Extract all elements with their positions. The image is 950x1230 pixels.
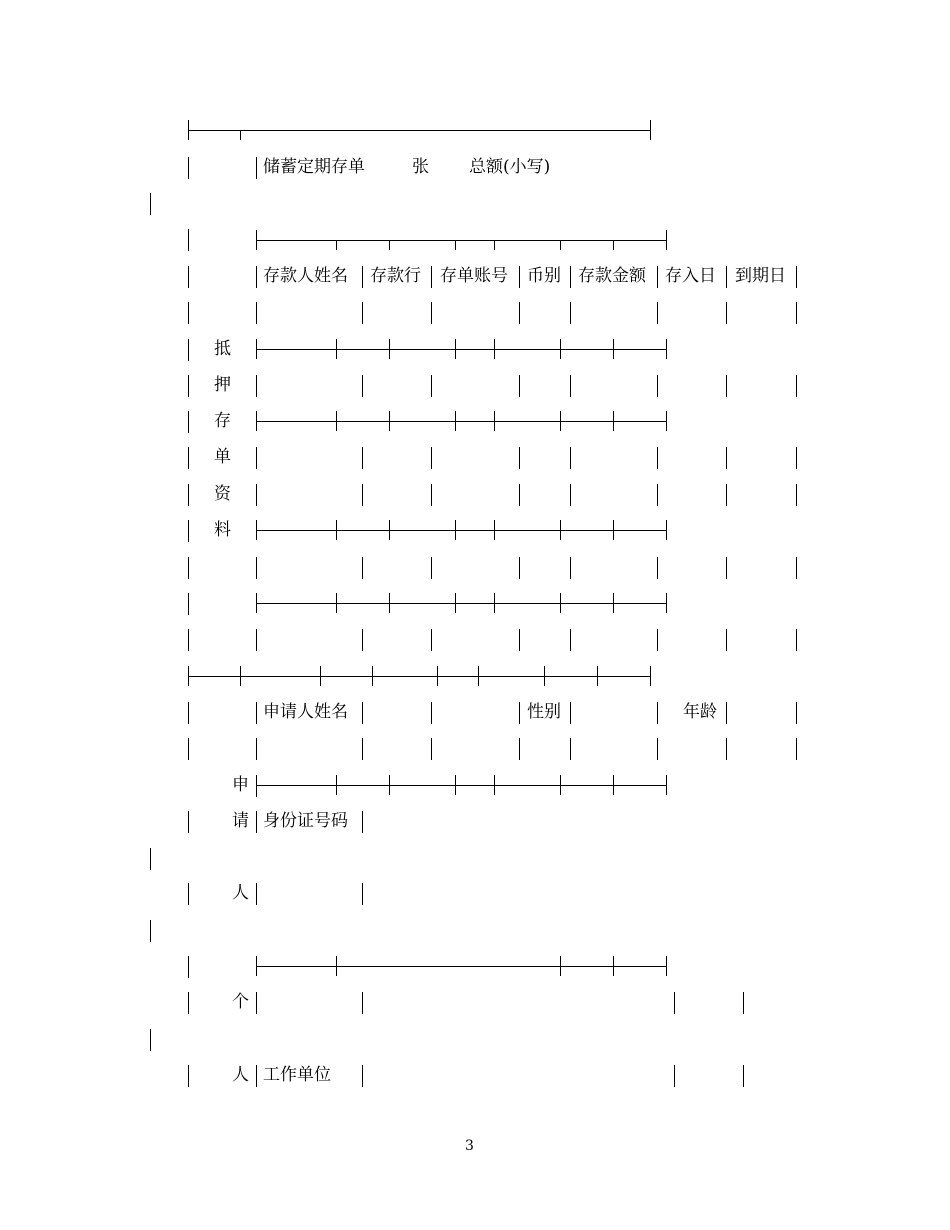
table-border — [362, 702, 363, 724]
table-border — [743, 992, 744, 1014]
table-tick — [256, 411, 257, 431]
table-border — [657, 484, 658, 506]
table-tick — [455, 775, 456, 795]
table-border — [431, 447, 432, 469]
table-border — [256, 266, 257, 288]
table-border — [188, 629, 189, 651]
gender-label: 性别 — [527, 702, 561, 722]
table-tick — [666, 230, 667, 250]
table-border — [570, 447, 571, 469]
col-deposit-date: 存入日 — [665, 266, 716, 286]
side-char: 存 — [214, 411, 231, 431]
table-border — [188, 1065, 189, 1087]
table-border — [519, 375, 520, 397]
table-border — [188, 484, 189, 506]
table-border — [570, 557, 571, 579]
table-border — [519, 484, 520, 506]
table-border — [570, 738, 571, 760]
table-border — [362, 484, 363, 506]
table-border — [726, 302, 727, 324]
table-border — [726, 557, 727, 579]
col-currency: 币别 — [527, 266, 561, 286]
table-tick — [455, 339, 456, 359]
table-border — [431, 266, 432, 288]
table-rule — [256, 349, 666, 350]
table-border — [362, 266, 363, 288]
table-border — [796, 738, 797, 760]
table-tick — [389, 240, 390, 250]
table-tick — [455, 411, 456, 431]
table-border — [726, 447, 727, 469]
table-border — [570, 702, 571, 724]
table-border — [726, 484, 727, 506]
table-tick — [560, 339, 561, 359]
table-tick — [455, 593, 456, 613]
table-border — [256, 883, 257, 905]
work-unit-label: 工作单位 — [263, 1065, 331, 1085]
deposit-label: 储蓄定期存单 — [263, 157, 365, 177]
table-tick — [389, 593, 390, 613]
table-tick — [336, 240, 337, 250]
table-border — [256, 738, 257, 760]
table-rule — [256, 966, 666, 967]
table-tick — [597, 666, 598, 686]
table-border — [743, 1065, 744, 1087]
table-rule — [256, 785, 666, 786]
table-rule — [256, 530, 666, 531]
table-border — [256, 992, 257, 1014]
side-char: 料 — [214, 520, 231, 540]
table-tick — [613, 593, 614, 613]
table-border — [657, 629, 658, 651]
table-tick — [389, 520, 390, 540]
table-tick — [336, 520, 337, 540]
table-tick — [389, 339, 390, 359]
table-border — [657, 557, 658, 579]
table-border — [519, 702, 520, 724]
table-border — [519, 557, 520, 579]
col-account: 存单账号 — [440, 266, 508, 286]
side-char: 抵 — [214, 339, 231, 359]
table-border — [570, 484, 571, 506]
table-tick — [336, 775, 337, 795]
total-label: 总额(小写) — [469, 157, 551, 177]
table-border — [188, 229, 189, 251]
side-char: 单 — [214, 447, 231, 467]
table-rule — [256, 421, 666, 422]
table-border — [362, 738, 363, 760]
side-char: 请 — [232, 811, 249, 831]
table-border — [519, 266, 520, 288]
table-tick — [455, 240, 456, 250]
table-border — [657, 738, 658, 760]
table-tick — [494, 339, 495, 359]
table-border — [362, 375, 363, 397]
table-border — [570, 629, 571, 651]
table-border — [188, 411, 189, 433]
col-name: 存款人姓名 — [263, 266, 348, 286]
table-border — [796, 702, 797, 724]
table-tick — [613, 240, 614, 250]
table-border — [431, 484, 432, 506]
side-char: 资 — [214, 484, 231, 504]
table-border — [256, 811, 257, 833]
table-tick — [256, 775, 257, 795]
table-tick — [494, 593, 495, 613]
table-tick — [240, 666, 241, 686]
table-tick — [666, 775, 667, 795]
table-border — [362, 1065, 363, 1087]
table-border — [431, 702, 432, 724]
table-rule — [256, 603, 666, 604]
table-tick — [560, 593, 561, 613]
table-border — [796, 302, 797, 324]
side-char: 押 — [214, 375, 231, 395]
table-border — [256, 157, 257, 179]
age-label: 年龄 — [683, 702, 717, 722]
table-border — [362, 629, 363, 651]
table-border — [519, 738, 520, 760]
table-tick — [478, 666, 479, 686]
table-border — [570, 302, 571, 324]
table-rule — [188, 130, 650, 131]
table-border — [256, 302, 257, 324]
table-border — [362, 302, 363, 324]
table-border — [431, 629, 432, 651]
table-tick — [560, 411, 561, 431]
table-border — [674, 1065, 675, 1087]
table-tick — [613, 956, 614, 976]
table-border — [796, 484, 797, 506]
table-border — [362, 557, 363, 579]
table-border — [657, 266, 658, 288]
table-tick — [494, 411, 495, 431]
table-tick — [188, 120, 189, 140]
table-border — [726, 738, 727, 760]
table-tick — [613, 520, 614, 540]
col-bank: 存款行 — [370, 266, 421, 286]
table-tick — [188, 666, 189, 686]
table-border — [256, 484, 257, 506]
table-border — [256, 629, 257, 651]
table-tick — [560, 956, 561, 976]
table-tick — [544, 666, 545, 686]
table-tick — [666, 520, 667, 540]
table-tick — [256, 520, 257, 540]
table-border — [796, 266, 797, 288]
table-tick — [372, 666, 373, 686]
table-border — [726, 375, 727, 397]
table-tick — [613, 339, 614, 359]
table-border — [726, 702, 727, 724]
side-char: 个 — [232, 992, 249, 1012]
table-tick — [336, 411, 337, 431]
table-tick — [256, 593, 257, 613]
applicant-name-label: 申请人姓名 — [263, 702, 348, 722]
table-tick — [389, 411, 390, 431]
table-border — [256, 447, 257, 469]
table-border — [256, 1065, 257, 1087]
table-border — [256, 375, 257, 397]
table-border — [188, 447, 189, 469]
table-tick — [256, 230, 257, 250]
table-border — [150, 848, 151, 870]
table-border — [188, 375, 189, 397]
table-tick — [666, 956, 667, 976]
table-border — [796, 629, 797, 651]
table-border — [362, 883, 363, 905]
table-tick — [494, 775, 495, 795]
table-border — [657, 702, 658, 724]
table-tick — [666, 339, 667, 359]
table-tick — [336, 956, 337, 976]
table-border — [726, 266, 727, 288]
table-border — [188, 811, 189, 833]
table-tick — [336, 339, 337, 359]
side-char: 人 — [232, 1065, 249, 1085]
table-border — [188, 557, 189, 579]
table-border — [188, 883, 189, 905]
table-border — [674, 992, 675, 1014]
table-tick — [437, 666, 438, 686]
table-border — [657, 375, 658, 397]
table-tick — [613, 775, 614, 795]
table-border — [657, 447, 658, 469]
table-tick — [336, 593, 337, 613]
side-char: 申 — [232, 775, 249, 795]
table-border — [188, 266, 189, 288]
table-border — [188, 702, 189, 724]
table-border — [188, 593, 189, 615]
table-border — [362, 811, 363, 833]
table-border — [726, 629, 727, 651]
table-tick — [560, 520, 561, 540]
table-border — [431, 557, 432, 579]
table-border — [796, 557, 797, 579]
table-border — [256, 702, 257, 724]
table-tick — [650, 120, 651, 140]
table-border — [570, 375, 571, 397]
table-border — [796, 375, 797, 397]
table-rule — [188, 676, 650, 677]
table-tick — [494, 520, 495, 540]
count-unit: 张 — [412, 157, 429, 177]
table-tick — [666, 411, 667, 431]
table-tick — [560, 775, 561, 795]
table-border — [796, 447, 797, 469]
table-tick — [650, 666, 651, 686]
table-border — [362, 447, 363, 469]
side-char: 人 — [232, 883, 249, 903]
table-border — [150, 1029, 151, 1051]
table-border — [188, 157, 189, 179]
table-border — [188, 339, 189, 361]
table-border — [570, 266, 571, 288]
col-maturity: 到期日 — [735, 266, 786, 286]
table-tick — [320, 666, 321, 686]
table-border — [150, 920, 151, 942]
table-border — [431, 738, 432, 760]
id-number-label: 身份证号码 — [263, 811, 348, 831]
table-border — [519, 447, 520, 469]
table-border — [188, 302, 189, 324]
table-rule — [256, 240, 666, 241]
table-tick — [256, 339, 257, 359]
page-number: 3 — [465, 1138, 474, 1154]
table-tick — [455, 520, 456, 540]
col-amount: 存款金额 — [578, 266, 646, 286]
table-border — [256, 557, 257, 579]
table-border — [362, 992, 363, 1014]
table-border — [188, 738, 189, 760]
table-border — [188, 520, 189, 542]
table-border — [519, 629, 520, 651]
table-border — [431, 302, 432, 324]
table-border — [188, 992, 189, 1014]
table-border — [657, 302, 658, 324]
table-tick — [666, 593, 667, 613]
table-border — [150, 193, 151, 215]
table-tick — [613, 411, 614, 431]
table-tick — [240, 130, 241, 140]
table-border — [519, 302, 520, 324]
table-tick — [256, 956, 257, 976]
table-border — [188, 956, 189, 978]
table-border — [431, 375, 432, 397]
table-tick — [560, 240, 561, 250]
table-tick — [389, 775, 390, 795]
table-tick — [494, 240, 495, 250]
